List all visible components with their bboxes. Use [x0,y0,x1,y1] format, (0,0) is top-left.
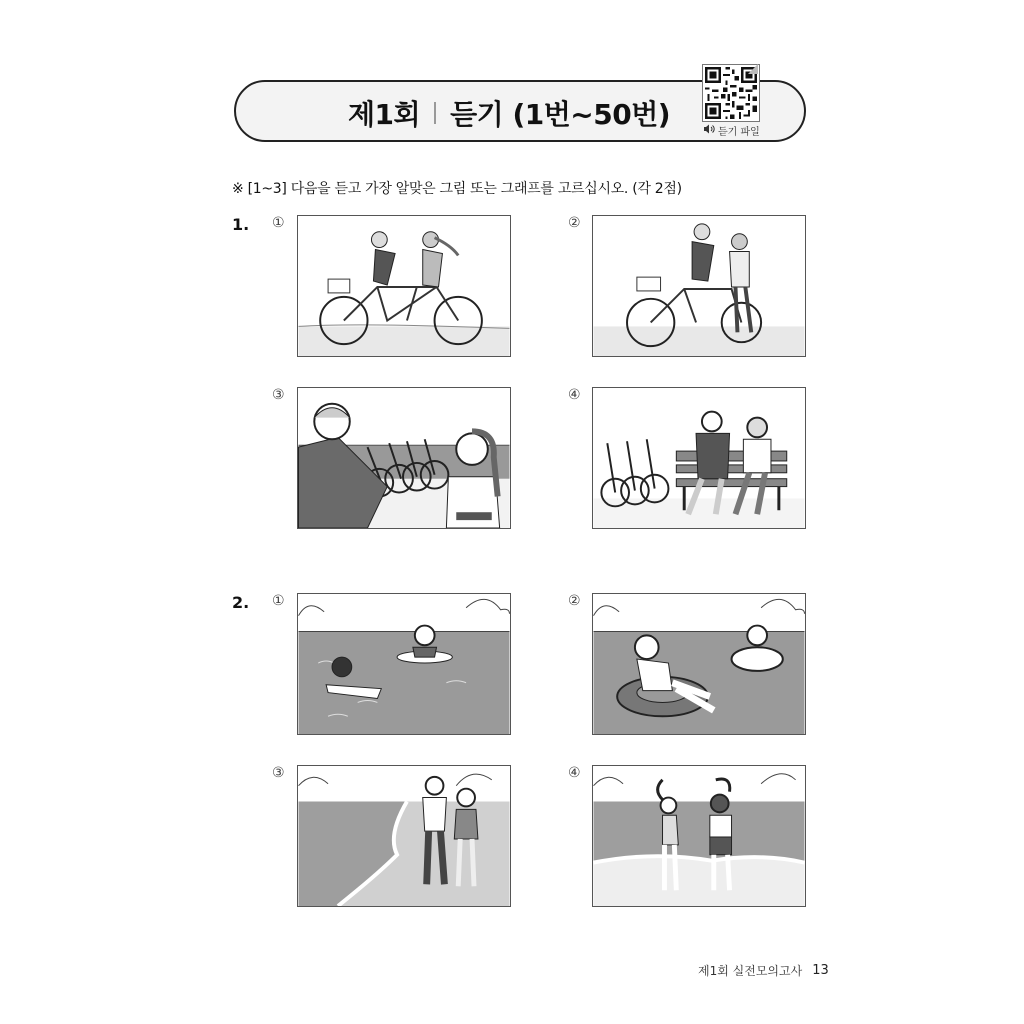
speaker-icon [703,124,715,137]
qr-corner-fold [748,64,758,74]
option-mark: ① [272,593,285,609]
option-image-swimming[interactable] [297,593,511,735]
footer-book-title: 제1회 실전모의고사 [698,964,803,978]
page-title [348,93,670,133]
option-mark: ④ [568,765,581,781]
question-number: 2. [232,593,250,612]
option-mark: ② [568,593,581,609]
question-number: 1. [232,215,250,234]
page-number: 13 [812,963,829,978]
option-image-swim-rings[interactable] [592,593,806,735]
title-divider [434,102,436,124]
option-image-walking-shore[interactable] [297,765,511,907]
option-image-bench[interactable] [592,387,806,529]
option-image-tandem-bicycle[interactable] [297,215,511,357]
option-mark: ③ [272,387,285,403]
option-mark: ① [272,215,285,231]
session-label: 제1회 [348,98,421,131]
page-footer [698,962,829,979]
option-mark: ③ [272,765,285,781]
audio-file-label: 듣기 파일 [718,127,760,138]
section-label: 듣기 (1번~50번) [450,98,671,131]
audio-file-link[interactable] [703,123,760,138]
option-mark: ④ [568,387,581,403]
option-image-parked-bicycles[interactable] [297,387,511,529]
option-image-stretching[interactable] [592,765,806,907]
instruction-text: ※ [1~3] 다음을 듣고 가장 알맞은 그림 또는 그래프를 고르십시오. (각 2점) [232,181,682,197]
option-mark: ② [568,215,581,231]
option-image-tandem-bicycle-seated[interactable] [592,215,806,357]
